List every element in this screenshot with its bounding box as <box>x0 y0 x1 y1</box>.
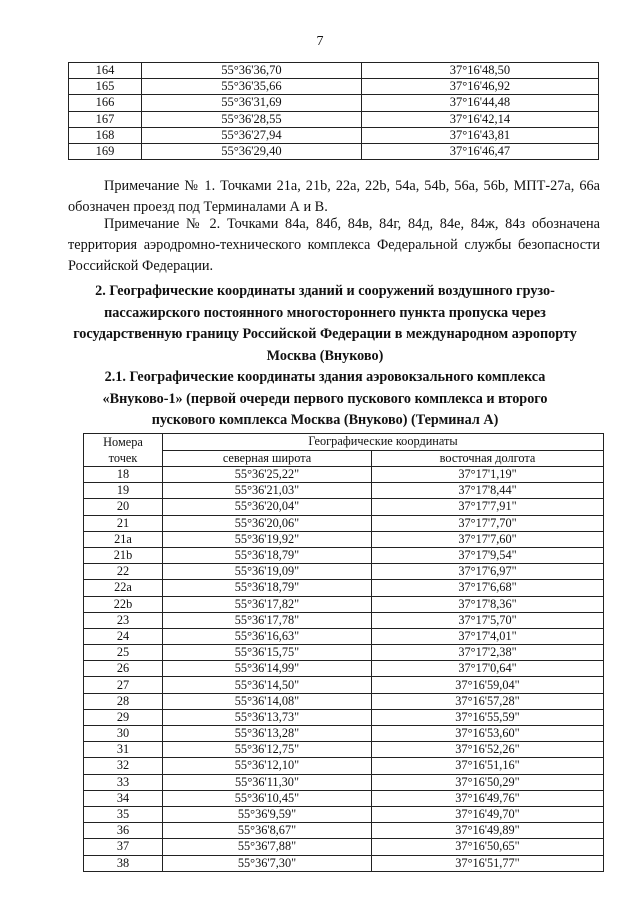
table-row <box>84 661 604 677</box>
header-east-longitude: восточная долгота <box>372 450 604 467</box>
table-row <box>84 564 604 580</box>
point-number-cell: 36 <box>84 823 163 839</box>
section-2-heading <box>60 281 590 367</box>
latitude-cell: 55°36'14,08" <box>163 693 372 709</box>
point-number-cell: 32 <box>84 758 163 774</box>
latitude-cell: 55°36'36,70 <box>142 63 362 79</box>
longitude-cell: 37°17'6,68" <box>372 580 604 596</box>
longitude-cell: 37°16'49,89" <box>372 823 604 839</box>
point-number-cell: 37 <box>84 839 163 855</box>
longitude-cell: 37°17'7,70" <box>372 515 604 531</box>
table-row <box>84 742 604 758</box>
table-row <box>84 499 604 515</box>
longitude-cell: 37°17'7,91" <box>372 499 604 515</box>
longitude-cell: 37°17'0,64" <box>372 661 604 677</box>
point-number-cell: 18 <box>84 467 163 483</box>
longitude-cell: 37°16'57,28" <box>372 693 604 709</box>
point-number-cell: 164 <box>69 63 142 79</box>
latitude-cell: 55°36'7,88" <box>163 839 372 855</box>
latitude-cell: 55°36'18,79" <box>163 580 372 596</box>
point-number-cell: 21a <box>84 531 163 547</box>
latitude-cell: 55°36'14,99" <box>163 661 372 677</box>
longitude-cell: 37°16'46,47 <box>362 143 599 159</box>
heading-line: 2. Географические координаты зданий и сооружений воздушного грузо- <box>95 283 555 299</box>
point-number-cell: 33 <box>84 774 163 790</box>
point-number-cell: 26 <box>84 661 163 677</box>
latitude-cell: 55°36'13,28" <box>163 726 372 742</box>
point-number-cell: 169 <box>69 143 142 159</box>
table-row <box>84 839 604 855</box>
table-row <box>69 127 599 143</box>
point-number-cell: 29 <box>84 709 163 725</box>
table-row <box>84 628 604 644</box>
table-row <box>84 483 604 499</box>
latitude-cell: 55°36'8,67" <box>163 823 372 839</box>
longitude-cell: 37°16'49,76" <box>372 790 604 806</box>
table-row <box>84 758 604 774</box>
heading-line: 2.1. Географические координаты здания аэровокзального комплекса <box>104 369 546 385</box>
table-row <box>69 143 599 159</box>
latitude-cell: 55°36'21,03" <box>163 483 372 499</box>
note-2-text: Примечание № 2. Точками 84а, 84б, 84в, 84г, 84д, 84е, 84ж, 84з обозначена территория аэродромно-технического комплекса Федеральной службы безопасности Российской Федерации. <box>68 216 600 274</box>
longitude-cell: 37°17'7,60" <box>372 531 604 547</box>
longitude-cell: 37°17'8,36" <box>372 596 604 612</box>
latitude-cell: 55°36'16,63" <box>163 628 372 644</box>
point-number-cell: 22b <box>84 596 163 612</box>
point-number-cell: 35 <box>84 806 163 822</box>
table-row <box>69 79 599 95</box>
latitude-cell: 55°36'20,04" <box>163 499 372 515</box>
heading-line: Москва (Внуково) <box>266 347 384 364</box>
note-1 <box>68 176 600 218</box>
point-number-cell: 23 <box>84 612 163 628</box>
point-number-cell: 22a <box>84 580 163 596</box>
table-row <box>84 823 604 839</box>
longitude-cell: 37°17'4,01" <box>372 628 604 644</box>
header-geo-coordinates: Географические координаты <box>163 434 604 451</box>
point-number-cell: 30 <box>84 726 163 742</box>
latitude-cell: 55°36'10,45" <box>163 790 372 806</box>
table-row <box>69 63 599 79</box>
terminal-a-table-body <box>84 467 604 872</box>
heading-line: государственную границу Российской Федерации в международном аэропорту <box>73 326 577 342</box>
latitude-cell: 55°36'20,06" <box>163 515 372 531</box>
longitude-cell: 37°16'46,92 <box>362 79 599 95</box>
longitude-cell: 37°16'48,50 <box>362 63 599 79</box>
point-number-cell: 166 <box>69 95 142 111</box>
header-point-numbers <box>84 434 163 467</box>
longitude-cell: 37°16'51,16" <box>372 758 604 774</box>
point-number-cell: 22 <box>84 564 163 580</box>
table-row <box>84 693 604 709</box>
table-row <box>84 515 604 531</box>
longitude-cell: 37°16'50,29" <box>372 774 604 790</box>
latitude-cell: 55°36'29,40 <box>142 143 362 159</box>
longitude-cell: 37°17'6,97" <box>372 564 604 580</box>
longitude-cell: 37°16'50,65" <box>372 839 604 855</box>
longitude-cell: 37°17'1,19" <box>372 467 604 483</box>
table-row <box>84 790 604 806</box>
longitude-cell: 37°17'9,54" <box>372 547 604 563</box>
latitude-cell: 55°36'27,94 <box>142 127 362 143</box>
latitude-cell: 55°36'17,78" <box>163 612 372 628</box>
table-row <box>84 709 604 725</box>
table-row <box>84 531 604 547</box>
header-north-latitude: северная широта <box>163 450 372 467</box>
table-row <box>69 95 599 111</box>
point-number-cell: 31 <box>84 742 163 758</box>
heading-line: пускового комплекса Москва (Внуково) (Терминал А) <box>151 412 499 428</box>
longitude-cell: 37°16'55,59" <box>372 709 604 725</box>
latitude-cell: 55°36'31,69 <box>142 95 362 111</box>
header-point-numbers-line1: Номера <box>103 435 143 449</box>
longitude-cell: 37°16'49,70" <box>372 806 604 822</box>
longitude-cell: 37°16'53,60" <box>372 726 604 742</box>
latitude-cell: 55°36'19,09" <box>163 564 372 580</box>
table-row <box>84 774 604 790</box>
longitude-cell: 37°16'43,81 <box>362 127 599 143</box>
longitude-cell: 37°16'51,77" <box>372 855 604 871</box>
heading-line: пассажирского постоянного многостороннего пункта пропуска через <box>104 304 546 321</box>
longitude-cell: 37°16'42,14 <box>362 111 599 127</box>
page-number: 7 <box>316 34 324 49</box>
latitude-cell: 55°36'19,92" <box>163 531 372 547</box>
table-row <box>84 580 604 596</box>
point-number-cell: 21b <box>84 547 163 563</box>
latitude-cell: 55°36'18,79" <box>163 547 372 563</box>
latitude-cell: 55°36'11,30" <box>163 774 372 790</box>
point-number-cell: 19 <box>84 483 163 499</box>
terminal-a-coordinates-table <box>83 433 604 872</box>
table-row <box>84 547 604 563</box>
latitude-cell: 55°36'9,59" <box>163 806 372 822</box>
latitude-cell: 55°36'12,75" <box>163 742 372 758</box>
latitude-cell: 55°36'15,75" <box>163 645 372 661</box>
longitude-cell: 37°17'5,70" <box>372 612 604 628</box>
latitude-cell: 55°36'13,73" <box>163 709 372 725</box>
header-point-numbers-line2: точек <box>108 451 138 465</box>
point-number-cell: 168 <box>69 127 142 143</box>
note-2 <box>68 214 600 277</box>
longitude-cell: 37°17'2,38" <box>372 645 604 661</box>
note-1-text: Примечание № 1. Точками 21а, 21b, 22а, 22b, 54а, 54b, 56а, 56b, МПТ-27а, 66а обозначен проезд под Терминалами А и В. <box>68 178 600 215</box>
header-row <box>84 434 604 451</box>
latitude-cell: 55°36'14,50" <box>163 677 372 693</box>
latitude-cell: 55°36'25,22" <box>163 467 372 483</box>
point-number-cell: 21 <box>84 515 163 531</box>
latitude-cell: 55°36'35,66 <box>142 79 362 95</box>
longitude-cell: 37°16'44,48 <box>362 95 599 111</box>
point-number-cell: 27 <box>84 677 163 693</box>
latitude-cell: 55°36'28,55 <box>142 111 362 127</box>
table-row <box>84 726 604 742</box>
point-number-cell: 28 <box>84 693 163 709</box>
longitude-cell: 37°17'8,44" <box>372 483 604 499</box>
point-number-cell: 167 <box>69 111 142 127</box>
latitude-cell: 55°36'7,30" <box>163 855 372 871</box>
point-number-cell: 24 <box>84 628 163 644</box>
table-row <box>84 645 604 661</box>
point-number-cell: 38 <box>84 855 163 871</box>
table-row <box>84 596 604 612</box>
point-number-cell: 20 <box>84 499 163 515</box>
heading-line: «Внуково-1» (первой очереди первого пускового комплекса и второго <box>102 390 548 407</box>
latitude-cell: 55°36'12,10" <box>163 758 372 774</box>
point-number-cell: 25 <box>84 645 163 661</box>
coordinates-table-continued-body <box>69 63 599 160</box>
longitude-cell: 37°16'52,26" <box>372 742 604 758</box>
longitude-cell: 37°16'59,04" <box>372 677 604 693</box>
point-number-cell: 34 <box>84 790 163 806</box>
terminal-a-table-header <box>84 434 604 467</box>
point-number-cell: 165 <box>69 79 142 95</box>
table-row <box>84 467 604 483</box>
section-2-1-heading <box>60 367 590 432</box>
table-row <box>84 806 604 822</box>
table-row <box>84 677 604 693</box>
table-row <box>84 612 604 628</box>
table-row <box>69 111 599 127</box>
coordinates-table-continued <box>68 62 599 160</box>
table-row <box>84 855 604 871</box>
latitude-cell: 55°36'17,82" <box>163 596 372 612</box>
